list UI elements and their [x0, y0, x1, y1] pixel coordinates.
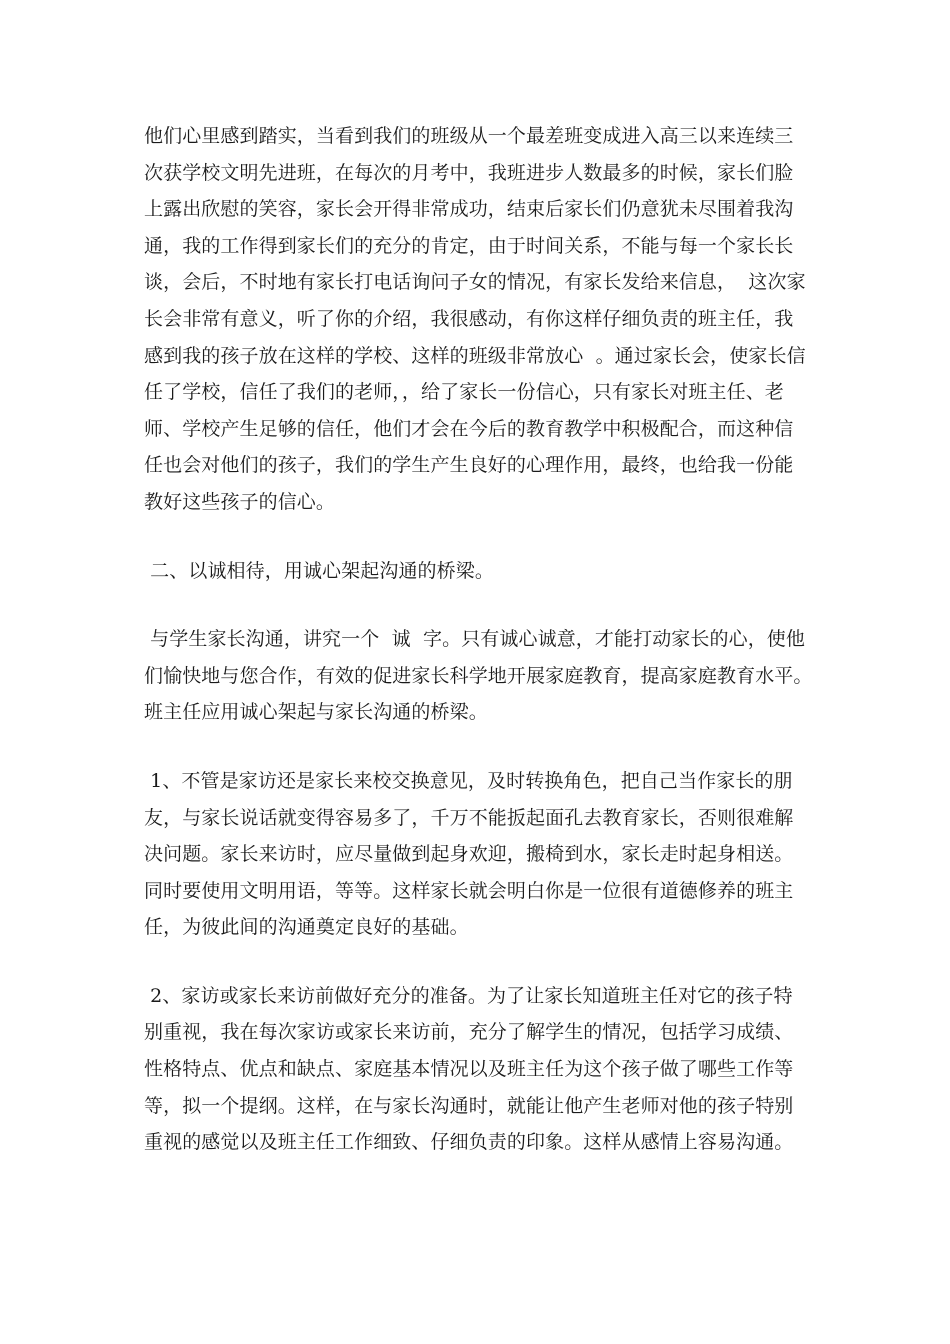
text-line: 友，与家长说话就变得容易多了，千万不能扳起面孔去教育家长，否则很难解 — [144, 806, 794, 829]
text-line: 次获学校文明先进班，在每次的月考中，我班进步人数最多的时候，家长们脸 — [144, 161, 794, 184]
section-heading — [144, 553, 806, 590]
text-line: 任，为彼此间的沟通奠定良好的基础。 — [144, 916, 469, 939]
paragraph-sincerity — [144, 621, 813, 731]
text-line: 感到我的孩子放在这样的学校、这样的班级非常放心 。通过家长会，使家长信 — [144, 344, 806, 367]
text-line: 他们心里感到踏实，当看到我们的班级从一个最差班变成进入高三以来连续三 — [144, 125, 794, 147]
text-line: 长会非常有意义，听了你的介绍，我很感动，有你这样仔细负责的班主任，我 — [144, 307, 794, 330]
text-line: 别重视，我在每次家访或家长来访前，充分了解学生的情况，包括学习成绩、 — [144, 1021, 794, 1044]
text-line: 谈，会后，不时地有家长打电话询问子女的情况，有家长发给来信息， 这次家 — [144, 271, 806, 294]
text-line: 等，拟一个提纲。这样，在与家长沟通时，就能让他产生老师对他的孩子特别 — [144, 1094, 794, 1117]
text-line: 上露出欣慰的笑容，家长会开得非常成功，结束后家长们仍意犹未尽围着我沟 — [144, 198, 794, 221]
text-line: 通，我的工作得到家长们的充分的肯定，由于时间关系，不能与每一个家长长 — [144, 234, 794, 257]
text-line: 与学生家长沟通，讲究一个 诚 字。只有诚心诚意，才能打动家长的心，使他 — [144, 628, 805, 651]
paragraph-point-1 — [144, 763, 806, 946]
text-line: 任也会对他们的孩子，我们的学生产生良好的心理作用，最终，也给我一份能 — [144, 454, 794, 477]
text-line: 重视的感觉以及班主任工作细致、仔细负责的印象。这样从感情上容易沟通。 — [144, 1131, 794, 1154]
text-line: 性格特点、优点和缺点、家庭基本情况以及班主任为这个孩子做了哪些工作等 — [144, 1058, 794, 1081]
text-line: 教好这些孩子的信心。 — [144, 490, 336, 513]
paragraph-parent-meeting-outcome — [144, 118, 806, 521]
paragraph-point-2 — [144, 978, 806, 1161]
document-body — [144, 118, 813, 1193]
text-line: 1、不管是家访还是家长来校交换意见，及时转换角色，把自己当作家长的朋 — [144, 769, 793, 792]
text-line: 同时要使用文明用语，等等。这样家长就会明白你是一位很有道德修养的班主 — [144, 879, 794, 902]
text-line: 决问题。家长来访时，应尽量做到起身欢迎，搬椅到水，家长走时起身相送。 — [144, 843, 794, 866]
text-line: 任了学校，信任了我们的老师，，给了家长一份信心，只有家长对班主任、老 — [144, 381, 784, 404]
text-line: 班主任应用诚心架起与家长沟通的桥梁。 — [144, 701, 488, 724]
text-line: 们愉快地与您合作，有效的促进家长科学地开展家庭教育，提高家庭教育水平。 — [144, 664, 813, 687]
text-line: 2、家访或家长来访前做好充分的准备。为了让家长知道班主任对它的孩子特 — [144, 984, 793, 1007]
text-line: 二、以诚相待，用诚心架起沟通的桥梁。 — [144, 559, 494, 582]
text-line: 师、学校产生足够的信任，他们才会在今后的教育教学中积极配合，而这种信 — [144, 417, 794, 440]
